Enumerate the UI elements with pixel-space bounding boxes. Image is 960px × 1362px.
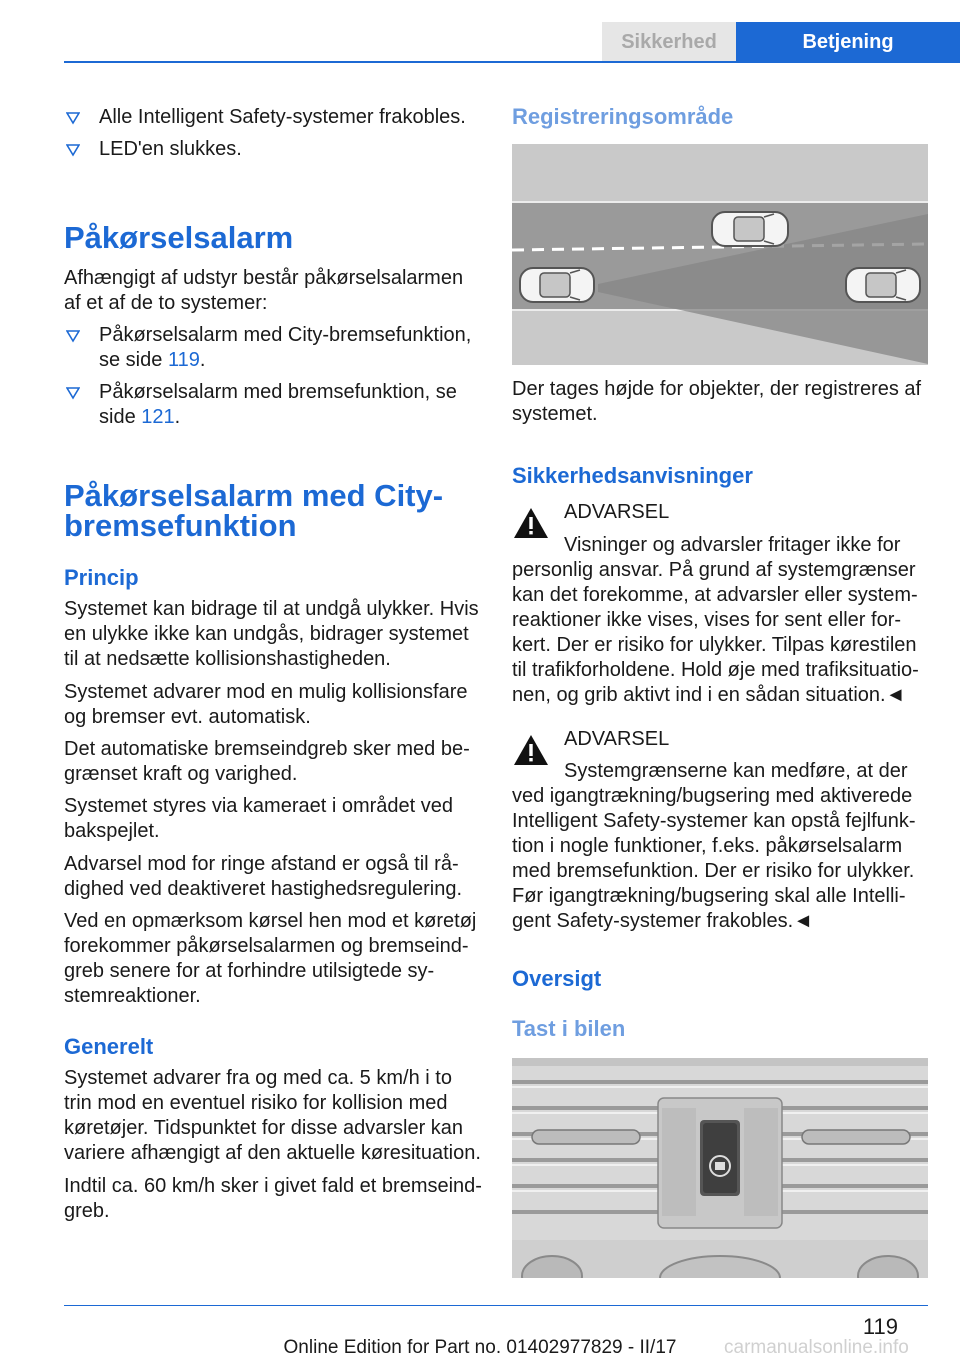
body-text: Ved en opmærksom kørsel hen mod et køretøj bbox=[64, 910, 477, 932]
bullet-text: Påkørselsalarm med bremsefunktion, se bbox=[99, 381, 457, 403]
body-text: Systemet styres via kameraet i området ved bbox=[64, 795, 454, 817]
body-text: greb. bbox=[64, 1200, 110, 1222]
warning-text: Systemgrænserne kan medføre, at der bbox=[564, 760, 908, 782]
warning-text: nen, og grib aktivt ind i en sådan situation.◄ bbox=[512, 684, 906, 706]
figure-caption: systemet. bbox=[512, 403, 598, 425]
warning-title: ADVARSEL bbox=[564, 728, 670, 750]
header-rule bbox=[64, 61, 960, 63]
warning-text: gent Safety-systemer frakobles.◄ bbox=[512, 910, 814, 932]
figure-caption: Der tages højde for objekter, der registreres af bbox=[512, 378, 922, 400]
heading-princip: Princip bbox=[64, 565, 139, 590]
warning-text: kan det forekomme, at advarsler eller system‐ bbox=[512, 584, 918, 606]
triangle-bullet-icon bbox=[66, 329, 80, 343]
warning-text: Visninger og advarsler fritager ikke for bbox=[564, 534, 901, 556]
warning-text: personlig ansvar. På grund af systemgrænser bbox=[512, 559, 916, 581]
bullet-text: LED'en slukkes. bbox=[99, 138, 242, 160]
heading-registreringsomrade: Registreringsområde bbox=[512, 104, 734, 129]
heading-pakorselsalarm: Påkørselsalarm bbox=[64, 220, 294, 255]
heading-oversigt: Oversigt bbox=[512, 966, 602, 991]
tab-betjening[interactable]: Betjening bbox=[736, 22, 960, 62]
bullet-text: side 121. bbox=[99, 406, 181, 428]
body-text: til at nedsætte kollisionshastigheden. bbox=[64, 648, 391, 670]
warning-text: Intelligent Safety-systemer kan opstå fejlfunk‐ bbox=[512, 810, 916, 832]
triangle-bullet-icon bbox=[66, 143, 80, 157]
body-text: Afhængigt af udstyr består påkørselsalarmen bbox=[64, 267, 464, 289]
heading-city-bremsefunktion: Påkørselsalarm med City‐ bbox=[64, 478, 444, 513]
warning-text: tion i nogle funktioner, f.eks. påkørselsalarm bbox=[512, 835, 903, 857]
body-text: Advarsel mod for ringe afstand er også til rå‐ bbox=[64, 853, 459, 875]
heading-sikkerhedsanvisninger: Sikkerhedsanvisninger bbox=[512, 463, 753, 488]
body-text: bakspejlet. bbox=[64, 820, 160, 842]
heading-tast-i-bilen: Tast i bilen bbox=[512, 1016, 626, 1041]
body-text: Det automatiske bremseindgreb sker med be‐ bbox=[64, 738, 470, 760]
warning-text: til trafikforholdene. Hold øje med trafiksituatio‐ bbox=[512, 659, 919, 681]
heading-generelt: Generelt bbox=[64, 1034, 154, 1059]
body-text: Systemet kan bidrage til at undgå ulykker. Hvis bbox=[64, 598, 479, 620]
detection-range-illustration bbox=[512, 144, 928, 365]
page-link-119[interactable]: 119 bbox=[167, 349, 200, 371]
heading-city-bremsefunktion: bremsefunktion bbox=[64, 508, 297, 543]
warning-title: ADVARSEL bbox=[564, 501, 670, 523]
body-text: dighed ved deaktiveret hastighedsregulering. bbox=[64, 878, 463, 900]
body-text: greb senere for at forhindre utilsigtede sy‐ bbox=[64, 960, 435, 982]
body-text: variere afhængigt af den aktuelle køresituation. bbox=[64, 1142, 481, 1164]
warning-text: med bremsefunktion. Der er risiko for ulykker. bbox=[512, 860, 915, 882]
tab-sikkerhed[interactable]: Sikkerhed bbox=[602, 22, 736, 62]
warning-text: Før igangtrækning/bugsering skal alle Intelli‐ bbox=[512, 885, 906, 907]
body-text: trin mod en eventuel risiko for kollision med bbox=[64, 1092, 448, 1114]
bullet-text: Alle Intelligent Safety-systemer frakobles. bbox=[99, 106, 466, 128]
body-text: stemreaktioner. bbox=[64, 985, 201, 1007]
warning-text: kert. Der er risiko for ulykker. Tilpas kørestilen bbox=[512, 634, 917, 656]
warning-text: reaktioner ikke vises, vises for sent eller for‐ bbox=[512, 609, 902, 631]
page-number: 119 bbox=[862, 1314, 898, 1339]
footer-edition: Online Edition for Part no. 01402977829 - II/17 bbox=[283, 1337, 677, 1358]
bullet-text: se side 119. bbox=[99, 349, 206, 371]
bullet-text: Påkørselsalarm med City-bremsefunktion, bbox=[99, 324, 472, 346]
dashboard-button-photo bbox=[512, 1058, 928, 1278]
body-text: af et af de to systemer: bbox=[64, 292, 268, 314]
body-text: og bremser evt. automatisk. bbox=[64, 706, 311, 728]
page-header bbox=[0, 22, 960, 62]
triangle-bullet-icon bbox=[66, 386, 80, 400]
watermark: carmanualsonline.info bbox=[724, 1337, 909, 1358]
body-text: forekommer påkørselsalarmen og bremseind‐ bbox=[64, 935, 469, 957]
warning-triangle-icon bbox=[512, 506, 550, 540]
body-text: Systemet advarer mod en mulig kollisionsfare bbox=[64, 681, 468, 703]
body-text: Indtil ca. 60 km/h sker i givet fald et bremseind‐ bbox=[64, 1175, 482, 1197]
footer-rule bbox=[64, 1305, 928, 1306]
body-text: Systemet advarer fra og med ca. 5 km/h i to bbox=[64, 1067, 452, 1089]
page-link-121[interactable]: 121 bbox=[141, 406, 175, 428]
warning-text: ved igangtrækning/bugsering med aktiverede bbox=[512, 785, 913, 807]
body-text: grænset kraft og varighed. bbox=[64, 763, 298, 785]
body-text: en ulykke ikke kan undgås, bidrager systemet bbox=[64, 623, 469, 645]
warning-triangle-icon bbox=[512, 733, 550, 767]
body-text: køretøjer. Tidspunktet for disse advarsler kan bbox=[64, 1117, 464, 1139]
triangle-bullet-icon bbox=[66, 111, 80, 125]
